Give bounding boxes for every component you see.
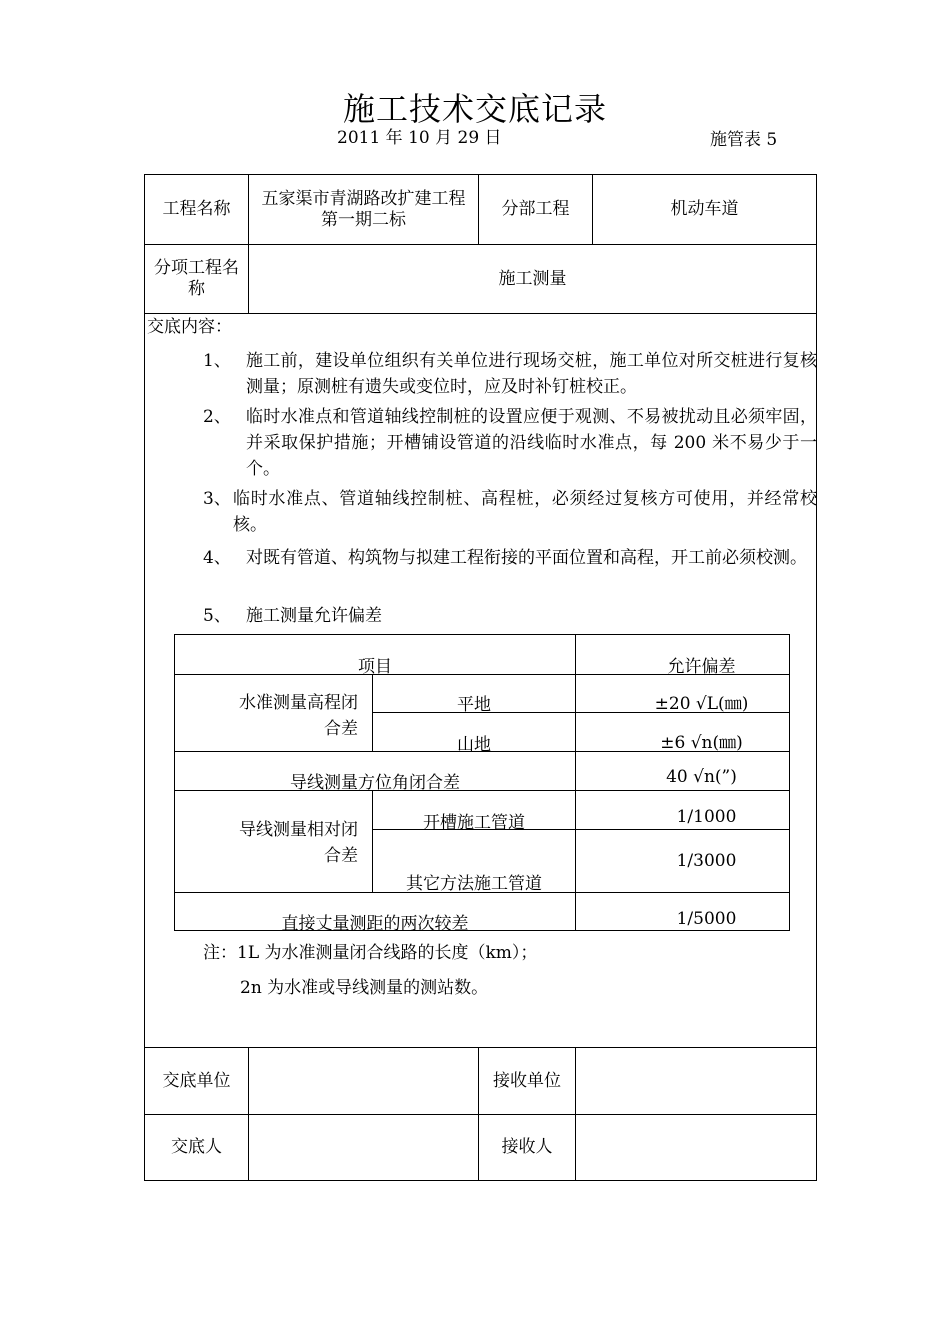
item-text: 对既有管道、构筑物与拟建工程衔接的平面位置和高程，开工前必须校测。	[246, 548, 807, 568]
traverse-azimuth-value: 40 √n(”)	[666, 767, 737, 787]
traverse-trench-label: 开槽施工管道	[423, 813, 525, 833]
issuer-person-label: 交底人	[171, 1137, 222, 1157]
traverse-other-value: 1/3000	[676, 851, 737, 871]
receiver-unit-value[interactable]	[576, 1048, 816, 1114]
item-number: 5、	[203, 606, 231, 626]
traverse-group-text: 导线测量相对闭合差	[239, 820, 358, 866]
project-name-value: 五家渠市青湖路改扩建工程第一期二标	[261, 188, 466, 230]
item-number: 4、	[203, 548, 231, 568]
receiver-person-label: 接收人	[501, 1137, 553, 1157]
project-name-label: 工程名称	[162, 199, 231, 219]
item-text: 临时水准点和管道轴线控制桩的设置应便于观测、不易被扰动且必须牢固，并采取保护措施；开槽铺设管道的沿线临时水准点，每 200 米不易少于一个。	[246, 407, 817, 479]
traverse-group-label	[238, 817, 358, 869]
receiver-person-value[interactable]	[576, 1115, 816, 1180]
traverse-other-label: 其它方法施工管道	[406, 874, 542, 894]
record-date: 2011 年 10 月 29 日	[337, 128, 502, 148]
list-item	[203, 404, 817, 484]
item-text: 临时水准点、管道轴线控制桩、高程桩，必须经过复核方可使用，并经常校核。	[233, 489, 817, 535]
division-label: 分部工程	[501, 199, 570, 219]
table-header-item: 项目	[358, 657, 392, 677]
traverse-trench-value: 1/1000	[676, 807, 737, 827]
issuer-person-value[interactable]	[249, 1115, 478, 1180]
note-line-1: 注：1L 为水准测量闭合线路的长度（km）；	[203, 943, 538, 963]
item-text: 施工测量允许偏差	[246, 606, 382, 626]
traverse-azimuth-label: 导线测量方位角闭合差	[290, 773, 460, 793]
tape-distance-value: 1/5000	[676, 909, 737, 929]
table-header-tolerance: 允许偏差	[667, 657, 736, 677]
item-number: 2、	[203, 407, 231, 427]
issuer-unit-label: 交底单位	[162, 1070, 231, 1091]
issuer-unit-value[interactable]	[249, 1048, 478, 1114]
item-text: 施工前，建设单位组织有关单位进行现场交桩，施工单位对所交桩进行复核测量；原测桩有遗失或变位时，应及时补钉桩校正。	[246, 351, 817, 397]
item-number: 3、	[203, 489, 231, 509]
form-number: 施管表 5	[710, 130, 778, 150]
list-item	[203, 545, 817, 599]
level-group-label	[238, 690, 358, 742]
level-mountain-value: ±6 √n(㎜)	[660, 733, 743, 753]
division-value: 机动车道	[670, 199, 739, 219]
list-item	[203, 603, 817, 631]
level-mountain-label: 山地	[457, 735, 491, 755]
note-line-2: 2n 为水准或导线测量的测站数。	[240, 978, 489, 998]
subitem-value: 施工测量	[498, 268, 567, 289]
subitem-label: 分项工程名称	[154, 258, 239, 299]
list-item	[203, 486, 817, 540]
level-flat-label: 平地	[457, 695, 491, 715]
content-heading: 交底内容：	[147, 317, 232, 337]
receiver-unit-label: 接收单位	[493, 1070, 561, 1091]
item-number: 1、	[203, 351, 231, 371]
level-flat-value: ±20 √L(㎜)	[654, 694, 749, 714]
tape-distance-label: 直接丈量测距的两次较差	[281, 914, 469, 934]
page-title: 施工技术交底记录	[342, 90, 607, 128]
list-item	[203, 348, 817, 402]
level-group-text: 水准测量高程闭合差	[239, 693, 358, 739]
